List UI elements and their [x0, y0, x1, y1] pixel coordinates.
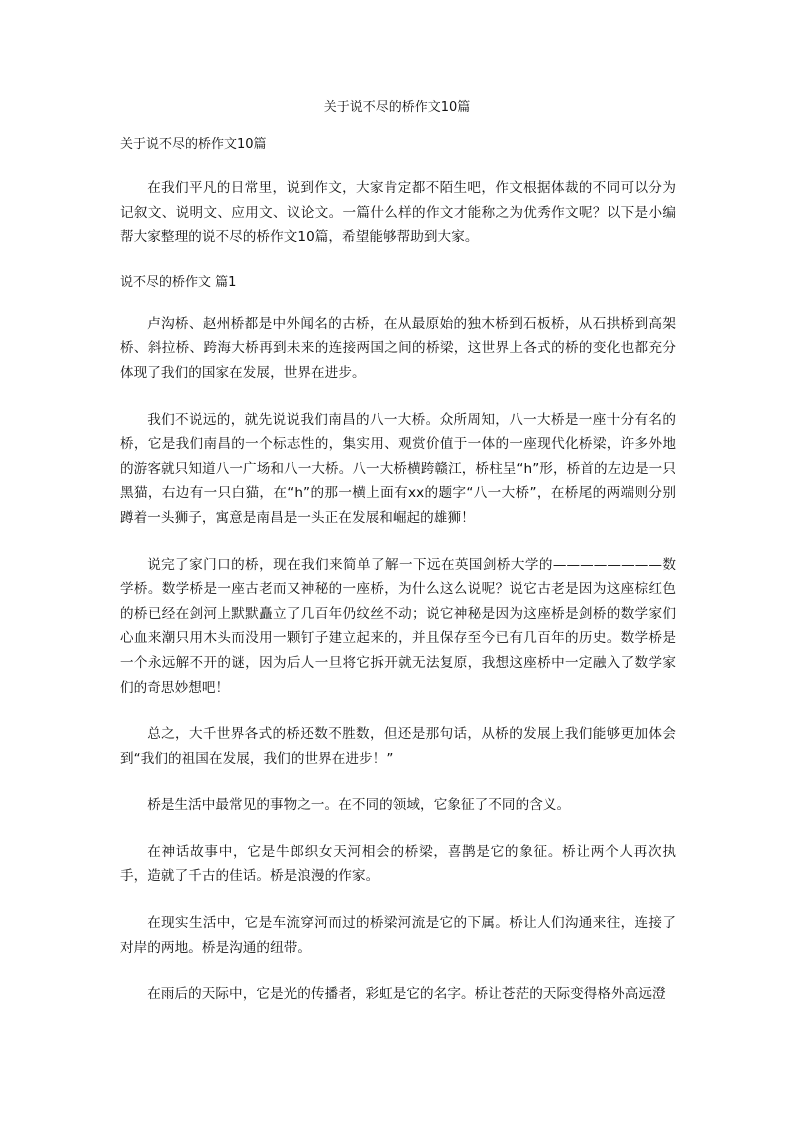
document-body	[120, 134, 676, 1007]
intro-paragraph: 在我们平凡的日常里，说到作文，大家肯定都不陌生吧，作文根据体裁的不同可以分为记叙文、说明文、应用文、议论文。一篇什么样的作文才能称之为优秀作文呢？以下是小编帮大家整理的说不尽的桥作文10篇，希望能够帮助到大家。	[120, 180, 676, 246]
body-paragraph: 桥是生活中最常见的事物之一。在不同的领域，它象征了不同的含义。	[147, 797, 571, 814]
body-paragraph: 说完了家门口的桥，现在我们来简单了解一下远在英国剑桥大学的————————数学桥。数学桥是一座古老而又神秘的一座桥，为什么这么说呢？说它古老是因为这座棕红色的桥已经在剑河上默默矗立了几百年仍纹丝不动；说它神秘是因为这座桥是剑桥的数学家们心血来潮只用木头而没用一颗钉子建立起来的，并且保存至今已有几百年的历史。数学桥是一个永远解不开的谜，因为后人一旦将它拆开就无法复原，我想这座桥中一定融入了数学家们的奇思妙想吧！	[120, 556, 676, 696]
body-paragraph: 总之，大千世界各式的桥还数不胜数，但还是那句话，从桥的发展上我们能够更加体会到“我们的祖国在发展，我们的世界在进步！”	[120, 726, 676, 767]
article-heading: 关于说不尽的桥作文10篇	[120, 137, 267, 152]
body-paragraph: 在神话故事中，它是牛郎织女天河相会的桥梁，喜鹊是它的象征。桥让两个人再次执手，造就了千古的佳话。桥是浪漫的作家。	[120, 843, 676, 885]
body-paragraph: 我们不说远的，就先说说我们南昌的八一大桥。众所周知，八一大桥是一座十分有名的桥，它是我们南昌的一个标志性的，集实用、观赏价值于一体的一座现代化桥梁，许多外地的游客就只知道八一广场和八一大桥。八一大桥横跨赣江，桥柱呈“h”形，桥首的左边是一只黑猫，右边有一只白猫，在“h”的那一横上面有xx的题字“八一大桥”，在桥尾的两端则分别蹲着一头狮子，寓意是南昌是一头正在发展和崛起的雄狮！	[120, 411, 676, 526]
document-title: 关于说不尽的桥作文10篇	[323, 100, 471, 115]
body-paragraph: 卢沟桥、赵州桥都是中外闻名的古桥，在从最原始的独木桥到石板桥，从石拱桥到高架桥、斜拉桥、跨海大桥再到未来的连接两国之间的桥梁，这世界上各式的桥的变化也都充分体现了我们的国家在发展，世界在进步。	[120, 315, 676, 381]
section-title: 说不尽的桥作文 篇1	[120, 274, 237, 290]
body-paragraph: 在现实生活中，它是车流穿河而过的桥梁河流是它的下属。桥让人们沟通来往，连接了对岸的两地。桥是沟通的纽带。	[120, 915, 676, 956]
body-paragraph: 在雨后的天际中，它是光的传播者，彩虹是它的名字。桥让苍茫的天际变得格外高远澄	[147, 986, 666, 1003]
